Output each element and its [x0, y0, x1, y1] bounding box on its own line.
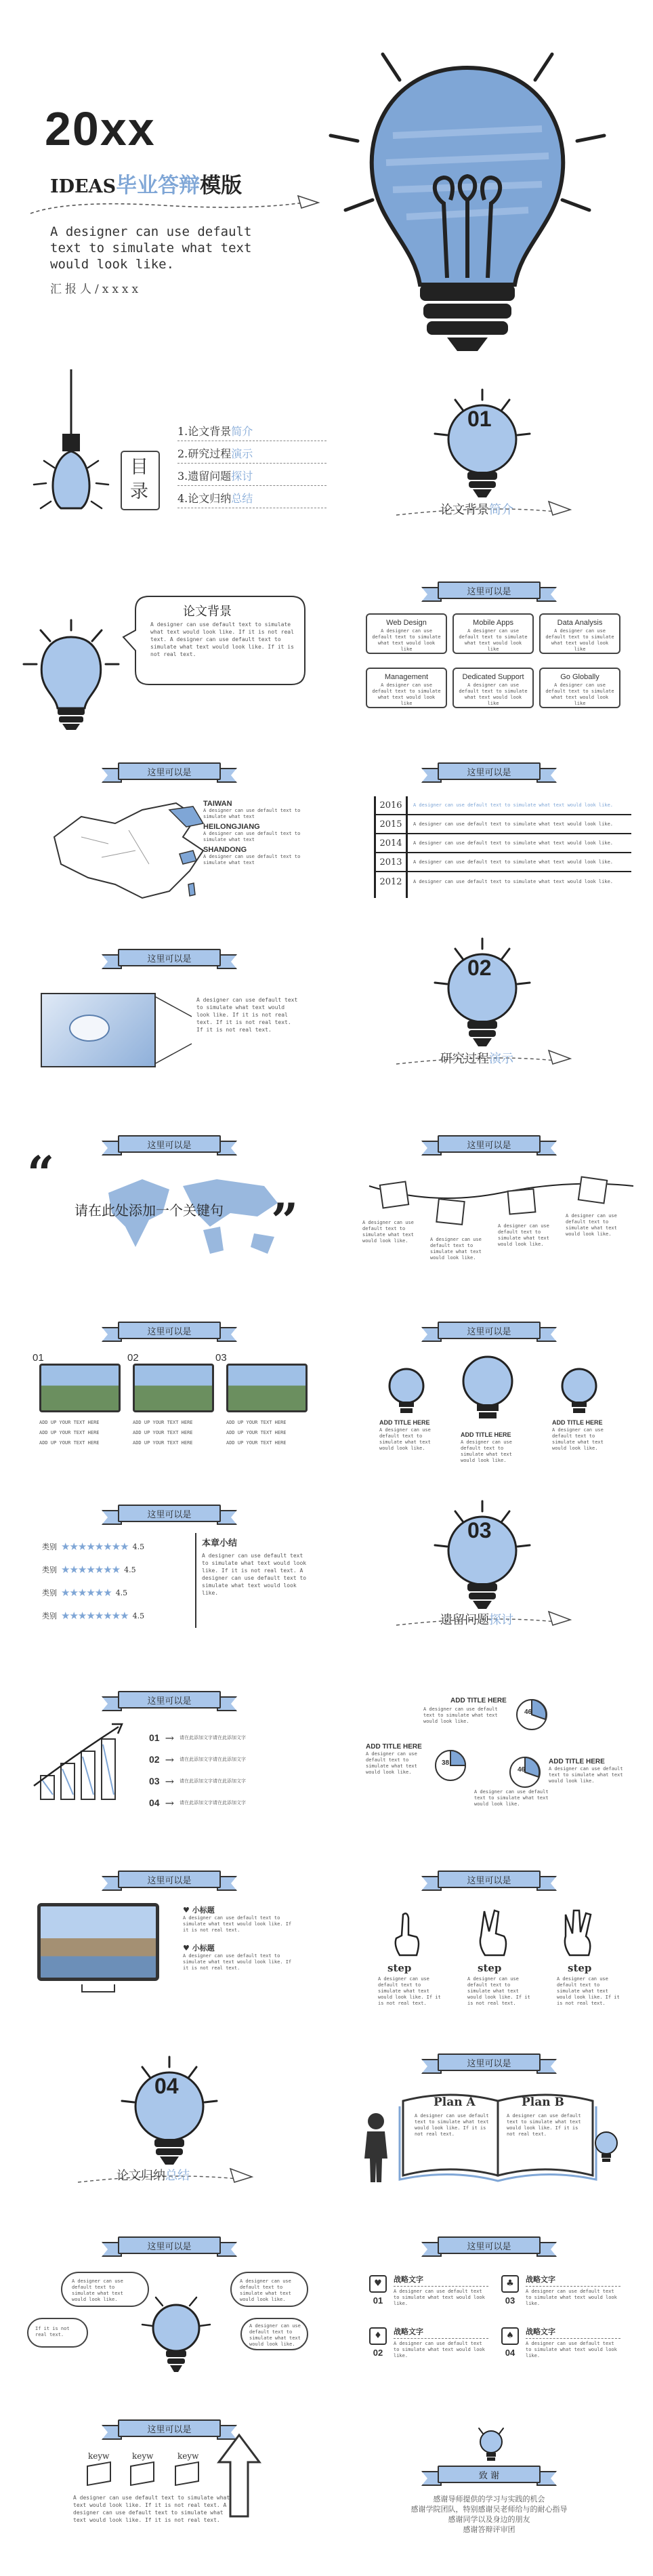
timeline-rows	[374, 796, 631, 891]
service-card[interactable]	[539, 613, 620, 654]
background-text: A designer can use default text to simulate what text would look like. If it is not real text. A designer can use default text to simulate what text would look like. If it is not real text.	[150, 621, 294, 657]
monitor-text: A designer can use default text to simulate what text would look like. If it is not real text.	[183, 1953, 292, 1971]
toc-label: 目录	[130, 457, 148, 502]
ribbon-banner	[102, 1322, 237, 1342]
pie-title: ADD TITLE HERE	[549, 1758, 605, 1765]
toc-item-tail: 演示	[231, 447, 253, 460]
card-title: 战略文字	[394, 2327, 423, 2336]
thanks-bulb-icon	[471, 2423, 511, 2470]
ribbon-banner	[421, 1135, 557, 1156]
timeline-year: 2015	[379, 819, 402, 830]
section-03-number: 03	[467, 1518, 492, 1542]
summary-text: A designer can use default text to simulate what text would look like. If it is not real text. A designer can use default text to simulate what text would look like.	[202, 1553, 307, 1596]
ribbon-banner	[421, 1322, 557, 1342]
cover-ideas: IDEAS	[50, 176, 117, 197]
cover-bulb-icon	[318, 27, 616, 366]
pie-icon	[434, 1749, 467, 1782]
ribbon-title: 这里可以是	[147, 768, 192, 778]
monitor-sub-2-text: 小标题	[192, 1944, 215, 1953]
card-num: 03	[505, 2295, 515, 2306]
ribbon-title: 这里可以是	[467, 2059, 511, 2069]
ribbon-banner	[421, 581, 557, 602]
photo-object	[69, 1015, 110, 1042]
rating-row	[42, 1535, 191, 1558]
person-figure-icon	[359, 2111, 393, 2186]
step-list-text: 请在此添加文字请在此添加文字	[179, 1778, 246, 1784]
photo-number: 03	[215, 1352, 227, 1364]
card-text: A designer can use default text to simulate what text would look like.	[526, 2286, 620, 2307]
step-list-item	[149, 1727, 305, 1749]
step-label: step	[478, 1962, 502, 1974]
toc-item-title: 论文归纳	[188, 492, 232, 505]
small-bulb-icon	[383, 1362, 430, 1423]
map-place-name: SHANDONG	[203, 846, 247, 854]
toc-item-title: 论文背景	[188, 425, 232, 438]
ribbon-banner	[421, 2236, 557, 2257]
steps-list	[149, 1727, 305, 1814]
summary-divider	[195, 1533, 196, 1628]
thanks-line: 感谢导师提供的学习与实践的机会	[433, 2495, 545, 2503]
cover-title-tail: 模版	[200, 173, 243, 198]
card-text: A designer can use default text to simulate what text would look like.	[526, 2338, 620, 2359]
thanks-lines	[374, 2494, 604, 2535]
ribbon-title: 这里可以是	[147, 1141, 192, 1151]
summary-title: 本章小结	[202, 1538, 238, 1549]
map-place	[203, 800, 305, 820]
timeline-year: 2014	[379, 838, 402, 849]
rating-rows	[42, 1535, 191, 1627]
photo-number: 02	[127, 1352, 139, 1364]
hand-two-icon	[474, 1908, 515, 1959]
photo-bullet-col	[226, 1420, 308, 1446]
rating-label: 类别	[42, 1566, 57, 1574]
timeline-text: A designer can use default text to simulate what text would look like.	[413, 878, 614, 884]
section-02-title-tail: 演示	[489, 1052, 513, 1066]
large-bulb-icon	[454, 1349, 522, 1430]
service-card-text: A designer can use default text to simulate what text would look like	[459, 628, 528, 652]
section-01-title-tail: 简介	[489, 503, 513, 517]
step-list-item	[149, 1792, 305, 1814]
section-01-bulb-icon	[428, 386, 536, 508]
timeline-row	[374, 796, 631, 815]
section-01-title-text: 论文背景	[440, 503, 489, 517]
cloud-small-text: If it is not real text.	[35, 2326, 70, 2337]
pie-text: A designer can use default text to simulate what text would look like.	[549, 1766, 623, 1784]
step-list-item	[149, 1749, 305, 1770]
center-bulb-icon	[139, 2291, 213, 2379]
rating-score: 4.5	[132, 1611, 145, 1620]
ribbon-title: 这里可以是	[147, 1327, 192, 1337]
ribbon-title: 这里可以是	[467, 1141, 511, 1151]
toc-item[interactable]	[177, 486, 326, 508]
ribbon-title: 这里可以是	[467, 587, 511, 597]
toc-item-tail: 探讨	[231, 470, 253, 483]
monitor-stand	[81, 1984, 115, 1992]
note-text: A designer can use default text to simulate what text would look like.	[566, 1213, 617, 1237]
map-places	[203, 800, 305, 866]
rating-score: 4.5	[132, 1542, 145, 1551]
ribbon-banner	[102, 949, 237, 969]
ribbon-title: 这里可以是	[147, 1696, 192, 1706]
toc-item-title: 遗留问题	[188, 470, 232, 483]
step-label: step	[387, 1962, 412, 1974]
service-card-title: Management	[384, 673, 429, 681]
card-icon: ♦	[369, 2327, 387, 2345]
section-01-title	[440, 500, 513, 518]
monitor-text: A designer can use default text to simulate what text would look like. If it is not real text.	[183, 1915, 292, 1933]
rating-stars: ★★★★★★	[61, 1587, 112, 1599]
section-04-bulb-icon	[115, 2053, 224, 2175]
note-text: A designer can use default text to simulate what text would look like.	[430, 1237, 482, 1261]
service-card-text: A designer can use default text to simulate what text would look like	[372, 682, 441, 706]
rating-row	[42, 1558, 191, 1581]
thanks-line: 感谢同学以及身边的朋友	[448, 2515, 530, 2524]
timeline-year: 2012	[379, 876, 402, 887]
section-02-title-text: 研究过程	[440, 1052, 489, 1066]
service-card-title: Mobile Apps	[473, 619, 513, 627]
toc-item-tail: 总结	[231, 492, 253, 505]
ribbon-banner	[102, 1870, 237, 1891]
step-text: A designer can use default text to simulate what text would look like. If it is not real text.	[467, 1976, 530, 2006]
quote-open: “	[27, 1145, 55, 1202]
ribbon-title: 这里可以是	[467, 768, 511, 778]
section-01-number: 01	[467, 407, 492, 431]
step-list-num: 02	[149, 1754, 160, 1765]
card-text: A designer can use default text to simulate what text would look like.	[394, 2338, 488, 2359]
timeline-row	[374, 853, 631, 872]
ribbon-title: 这里可以是	[147, 2425, 192, 2435]
plan-b-title: Plan B	[522, 2095, 564, 2109]
pie-text: A designer can use default text to simulate what text would look like.	[474, 1789, 549, 1807]
timeline-year: 2013	[379, 857, 402, 867]
strategy-card	[369, 2274, 491, 2318]
service-card[interactable]	[452, 668, 534, 708]
bar-growth-illustration	[27, 1721, 129, 1803]
note-paper	[507, 1188, 536, 1214]
section-04-title-tail: 总结	[165, 2169, 190, 2183]
section-03-title-tail: 探讨	[489, 1613, 513, 1627]
pie-text: A designer can use default text to simulate what text would look like.	[423, 1706, 498, 1724]
step-label: step	[568, 1962, 592, 1974]
background-title: 论文背景	[183, 605, 232, 619]
note-text: A designer can use default text to simulate what text would look like.	[498, 1223, 549, 1247]
photo-bullets	[39, 1420, 310, 1446]
map-place-name: TAIWAN	[203, 800, 232, 808]
rating-stars: ★★★★★★★★	[61, 1610, 129, 1622]
ribbon-banner	[102, 762, 237, 783]
ribbon-banner	[102, 2236, 237, 2257]
step-list-num: 03	[149, 1776, 160, 1786]
cover-reporter: 汇报人/xxxx	[50, 283, 142, 296]
photo-frame	[41, 993, 156, 1067]
monitor-sub-2: ♥ 小标题	[183, 1944, 215, 1953]
card-num: 01	[373, 2295, 383, 2306]
map-place-text: A designer can use default text to simulate what text	[203, 854, 301, 865]
rating-label: 类别	[42, 1542, 57, 1551]
card-num: 04	[505, 2348, 515, 2358]
plan-a-title: Plan A	[434, 2095, 476, 2109]
photo-bullet: ADD UP YOUR TEXT HERE	[133, 1430, 193, 1435]
toc-item[interactable]	[177, 419, 326, 441]
bulb-caption-title: ADD TITLE HERE	[552, 1419, 603, 1426]
photo-pointer-lines	[154, 989, 195, 1071]
section-02-number: 02	[467, 956, 492, 980]
step-list-arrow: →	[165, 1731, 174, 1744]
rating-score: 4.5	[124, 1565, 136, 1574]
timeline-text: A designer can use default text to simulate what text would look like.	[413, 821, 614, 827]
pie-text: A designer can use default text to simulate what text would look like.	[366, 1751, 417, 1775]
card-title: 战略文字	[526, 2275, 555, 2284]
step-list-text: 请在此添加文字请在此添加文字	[179, 1734, 246, 1740]
step-text: A designer can use default text to simulate what text would look like. If it is not real text.	[557, 1976, 620, 2006]
toc-item-num: 4.	[177, 492, 188, 505]
plan-b-text: A designer can use default text to simulate what text would look like. If it is not real text.	[507, 2113, 581, 2137]
photo-bullet: ADD UP YOUR TEXT HERE	[133, 1440, 193, 1446]
service-card-text: A designer can use default text to simulate what text would look like	[545, 682, 614, 706]
service-card[interactable]	[366, 668, 447, 708]
toc-item[interactable]	[177, 464, 326, 486]
step-list-num: 04	[149, 1797, 160, 1808]
ribbon-banner	[421, 2466, 557, 2486]
ribbon-title: 这里可以是	[147, 1876, 192, 1886]
cloud-text: A designer can use default text to simulate what text would look like.	[72, 2278, 123, 2302]
keyword-block	[87, 2461, 111, 2486]
service-card-text: A designer can use default text to simulate what text would look like	[545, 628, 614, 652]
note-paper	[578, 1176, 608, 1204]
note-paper	[436, 1198, 465, 1225]
map-place	[203, 823, 305, 843]
section-03-bulb-icon	[428, 1498, 536, 1620]
bulb-caption-text: A designer can use default text to simulate what text would look like.	[461, 1439, 512, 1463]
cover-title-cn: 毕业答辩	[116, 173, 201, 198]
rating-stars: ★★★★★★★★	[61, 1540, 129, 1553]
rating-row	[42, 1604, 191, 1627]
toc-list	[177, 419, 326, 508]
hand-one-icon	[389, 1911, 423, 1959]
toc-item-num: 2.	[177, 447, 188, 460]
monitor-sub-1: ♥ 小标题	[183, 1906, 215, 1915]
toc-item-num: 3.	[177, 470, 188, 483]
monitor-screen	[37, 1903, 159, 1981]
step-list-arrow: →	[165, 1796, 174, 1810]
timeline-row	[374, 834, 631, 853]
photo-tile	[133, 1364, 214, 1412]
section-02-bulb-icon	[428, 935, 536, 1057]
section-03-title-text: 遗留问题	[440, 1613, 489, 1627]
service-card-title: Go Globally	[560, 673, 599, 681]
photo-tile	[226, 1364, 308, 1412]
map-place-text: A designer can use default text to simulate what text	[203, 808, 301, 819]
thanks-line: 感谢答辩评审团	[463, 2525, 515, 2534]
ribbon-title: 这里可以是	[467, 1876, 511, 1886]
strategy-card	[369, 2326, 491, 2370]
note-text: A designer can use default text to simulate what text would look like.	[362, 1220, 414, 1244]
step-text: A designer can use default text to simulate what text would look like. If it is not real text.	[378, 1976, 441, 2006]
card-title: 战略文字	[526, 2327, 555, 2336]
photo-bullet-col	[39, 1420, 121, 1446]
photo-text: A designer can use default text to simulate what text would look like. If it is not real text. If it is not real text. If it is not real text.	[196, 997, 298, 1033]
keyword-block	[175, 2461, 199, 2486]
photo-bullet: ADD UP YOUR TEXT HERE	[39, 1420, 100, 1425]
timeline-row	[374, 872, 631, 891]
section-04-title	[117, 2166, 190, 2184]
service-card[interactable]	[452, 613, 534, 654]
ribbon-banner	[421, 1870, 557, 1891]
card-icon: ♣	[501, 2275, 519, 2293]
ribbon-banner	[102, 1135, 237, 1156]
note-paper	[379, 1181, 410, 1208]
ribbon-banner	[102, 1505, 237, 1525]
keywords-text: A designer can use default text to simulate what text would look like. If it is not real text. A designer can use default text to simulate what text would look like. If it is not real text.	[73, 2495, 230, 2523]
rating-score: 4.5	[115, 1588, 128, 1597]
hand-three-icon	[559, 1908, 599, 1959]
thanks-title: 致 谢	[478, 2471, 500, 2481]
step-list-arrow: →	[165, 1774, 174, 1788]
toc-item[interactable]	[177, 441, 326, 464]
bulb-caption-title: ADD TITLE HERE	[461, 1431, 511, 1438]
photo-tile	[39, 1364, 121, 1412]
rating-stars: ★★★★★★★	[61, 1563, 121, 1576]
ribbon-title: 这里可以是	[147, 2242, 192, 2252]
cover-description: A designer can use default text to simulate what text would look like.	[50, 224, 252, 272]
card-title: 战略文字	[394, 2275, 423, 2284]
small-bulb-icon	[555, 1362, 603, 1423]
photo-bullet: ADD UP YOUR TEXT HERE	[226, 1430, 287, 1435]
map-place-name: HEILONGJIANG	[203, 823, 260, 831]
pie-value: 38	[442, 1759, 450, 1767]
timeline-text: A designer can use default text to simulate what text would look like.	[413, 802, 614, 808]
photo-bullet: ADD UP YOUR TEXT HERE	[39, 1440, 100, 1446]
china-map	[41, 796, 217, 905]
ribbon-title: 这里可以是	[147, 954, 192, 964]
toc-item-num: 1.	[177, 425, 188, 438]
service-card-title: Web Design	[386, 619, 427, 627]
ribbon-banner	[421, 762, 557, 783]
card-icon: ♠	[501, 2327, 519, 2345]
pie-title: ADD TITLE HERE	[450, 1697, 507, 1704]
toc-item-tail: 简介	[231, 425, 253, 438]
service-card[interactable]	[539, 668, 620, 708]
ribbon-banner	[102, 1691, 237, 1711]
service-card-title: Dedicated Support	[462, 673, 524, 681]
ribbon-title: 这里可以是	[467, 2242, 511, 2252]
hanging-bulb-icon	[20, 369, 122, 525]
keyword-label: keyw	[132, 2451, 154, 2461]
photo-bullet: ADD UP YOUR TEXT HERE	[39, 1430, 100, 1435]
monitor-sub-1-text: 小标题	[192, 1906, 215, 1915]
cloud-text: A designer can use default text to simulate what text would look like.	[240, 2278, 291, 2302]
strategy-card	[501, 2274, 623, 2318]
rating-label: 类别	[42, 1589, 57, 1597]
map-place-text: A designer can use default text to simulate what text	[203, 831, 301, 842]
section-04-number: 04	[154, 2074, 179, 2098]
ribbon-banner	[421, 2053, 557, 2074]
bulb-caption-text: A designer can use default text to simulate what text would look like.	[379, 1427, 431, 1451]
keyword-block	[130, 2461, 154, 2486]
pie-title: ADD TITLE HERE	[366, 1743, 422, 1751]
bulb-caption-title: ADD TITLE HERE	[379, 1419, 430, 1426]
quote-text: 请在此处添加一个关键句	[75, 1202, 224, 1219]
photo-bullet: ADD UP YOUR TEXT HERE	[226, 1420, 287, 1425]
card-icon: ♥	[369, 2275, 387, 2293]
photo-number: 01	[33, 1352, 44, 1364]
map-place	[203, 846, 305, 866]
rating-label: 类别	[42, 1612, 57, 1620]
cloud-text: A designer can use default text to simulate what text would look like.	[249, 2323, 301, 2347]
step-list-arrow: →	[165, 1753, 174, 1766]
service-card[interactable]	[366, 613, 447, 654]
quote-close: ”	[271, 1193, 299, 1249]
step-list-text: 请在此添加文字请在此添加文字	[179, 1756, 246, 1762]
card-num: 02	[373, 2348, 383, 2358]
pie-value: 46	[518, 1766, 526, 1774]
service-card-title: Data Analysis	[557, 619, 603, 627]
service-card-text: A designer can use default text to simulate what text would look like	[459, 682, 528, 706]
photo-bullet: ADD UP YOUR TEXT HERE	[133, 1420, 193, 1425]
photo-bullet-col	[133, 1420, 214, 1446]
bulb-caption-text: A designer can use default text to simulate what text would look like.	[552, 1427, 604, 1451]
keyword-label: keyw	[177, 2451, 199, 2461]
timeline-text: A designer can use default text to simulate what text would look like.	[413, 840, 614, 846]
card-text: A designer can use default text to simulate what text would look like.	[394, 2286, 488, 2307]
background-bulb-icon	[20, 617, 122, 732]
keyword-label: keyw	[88, 2451, 110, 2461]
strategy-card	[501, 2326, 623, 2370]
cover-year: 20xx	[45, 102, 156, 155]
thanks-line: 感谢学院团队，特别感谢吴老师给与的耐心指导	[410, 2505, 568, 2514]
service-card-text: A designer can use default text to simulate what text would look like	[372, 628, 441, 652]
step-list-item	[149, 1770, 305, 1792]
section-03-title	[440, 1610, 513, 1628]
plan-a-text: A designer can use default text to simulate what text would look like. If it is not real text.	[415, 2113, 489, 2137]
ribbon-title: 这里可以是	[467, 1327, 511, 1337]
step-list-text: 请在此添加文字请在此添加文字	[179, 1799, 246, 1805]
small-bulb-icon	[589, 2128, 623, 2169]
photo-bullet: ADD UP YOUR TEXT HERE	[226, 1440, 287, 1446]
section-04-title-text: 论文归纳	[117, 2169, 165, 2183]
cover-swoosh-line	[27, 193, 325, 220]
step-list-num: 01	[149, 1732, 160, 1743]
ribbon-title: 这里可以是	[147, 1510, 192, 1520]
pie-value: 46	[524, 1709, 532, 1716]
section-02-title	[440, 1049, 513, 1067]
rating-row	[42, 1581, 191, 1604]
toc-item-title: 研究过程	[188, 447, 232, 460]
timeline-row	[374, 815, 631, 834]
timeline-year: 2016	[379, 800, 402, 811]
timeline-text: A designer can use default text to simulate what text would look like.	[413, 859, 614, 865]
